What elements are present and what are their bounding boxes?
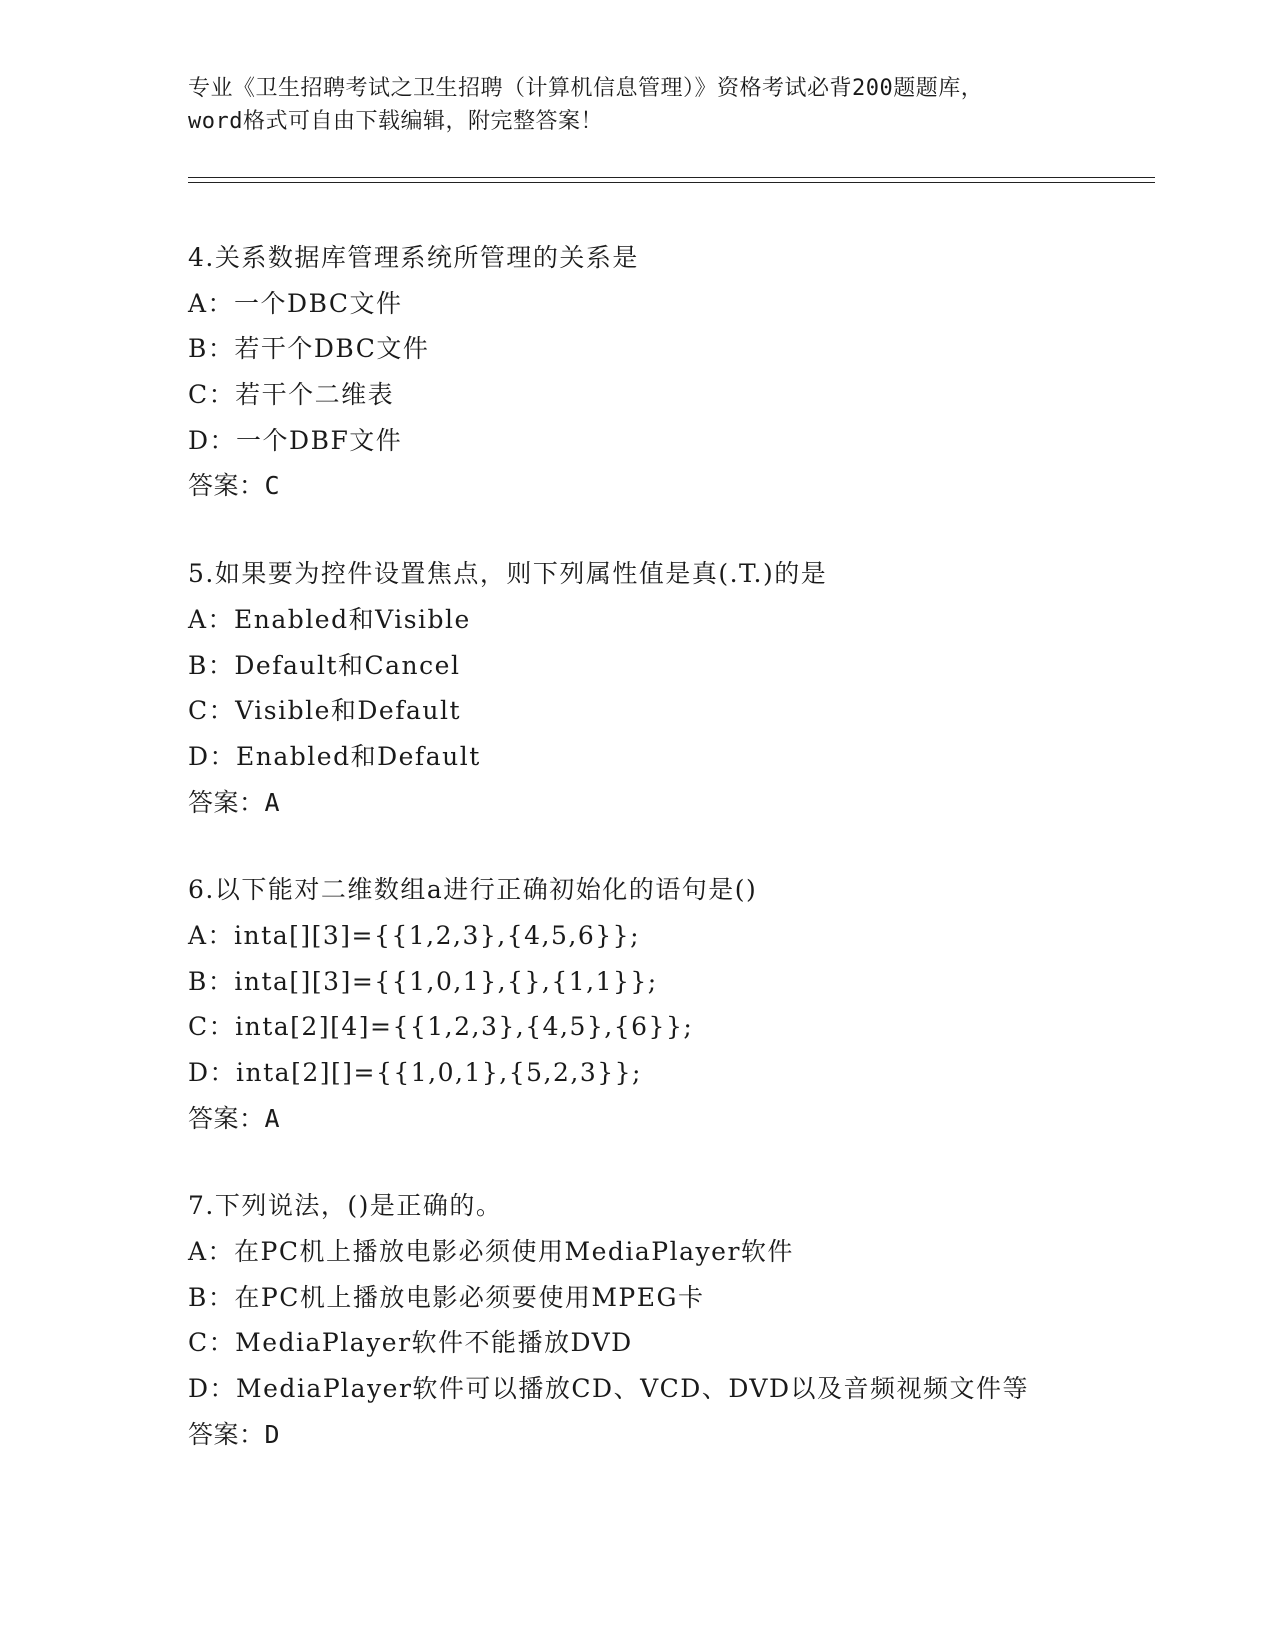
option-d: D：inta[2][]={{1,0,1},{5,2,3}};	[188, 1058, 642, 1087]
option-d: D：MediaPlayer软件可以播放CD、VCD、DVD以及音频视频文件等	[188, 1374, 1030, 1404]
question-4	[188, 235, 1168, 509]
question-7	[188, 1183, 1168, 1457]
option-a: A：Enabled和Visible	[188, 604, 471, 634]
option-b: B：若干个DBC文件	[188, 334, 430, 364]
header-divider-top	[188, 177, 1155, 178]
answer: 答案：D	[188, 1419, 281, 1449]
option-b: B：Default和Cancel	[188, 650, 461, 680]
option-c: C：Visible和Default	[188, 696, 461, 726]
option-c: C：若干个二维表	[188, 380, 395, 410]
option-c: C：MediaPlayer软件不能播放DVD	[188, 1328, 633, 1358]
header-divider-bottom	[188, 182, 1155, 183]
option-a: A：在PC机上播放电影必须使用MediaPlayer软件	[188, 1237, 794, 1267]
header-subtitle-line: word格式可自由下载编辑，附完整答案！	[188, 109, 603, 134]
answer: 答案：A	[188, 1103, 281, 1133]
question-5	[188, 551, 1168, 825]
answer: 答案：C	[188, 471, 281, 501]
option-b: B：在PC机上播放电影必须要使用MPEG卡	[188, 1282, 705, 1312]
option-a: A：inta[][3]={{1,2,3},{4,5,6}};	[188, 920, 640, 950]
document-header	[188, 72, 1088, 138]
option-d: D：Enabled和Default	[188, 741, 481, 771]
question-stem: 6.以下能对二维数组a进行正确初始化的语句是()	[188, 875, 758, 905]
option-b: B：inta[][3]={{1,0,1},{},{1,1}};	[188, 966, 658, 996]
option-d: D：一个DBF文件	[188, 425, 403, 455]
option-a: A：一个DBC文件	[188, 288, 403, 318]
question-stem: 7.下列说法，()是正确的。	[188, 1191, 503, 1221]
header-title-line: 专业《卫生招聘考试之卫生招聘（计算机信息管理）》资格考试必背200题题库，	[188, 76, 984, 101]
question-stem: 4.关系数据库管理系统所管理的关系是	[188, 243, 639, 272]
question-list	[188, 235, 1168, 1500]
option-c: C：inta[2][4]={{1,2,3},{4,5},{6}};	[188, 1012, 694, 1042]
question-stem: 5.如果要为控件设置焦点，则下列属性值是真(.T.)的是	[188, 559, 828, 589]
question-6	[188, 867, 1168, 1141]
answer: 答案：A	[188, 787, 281, 817]
